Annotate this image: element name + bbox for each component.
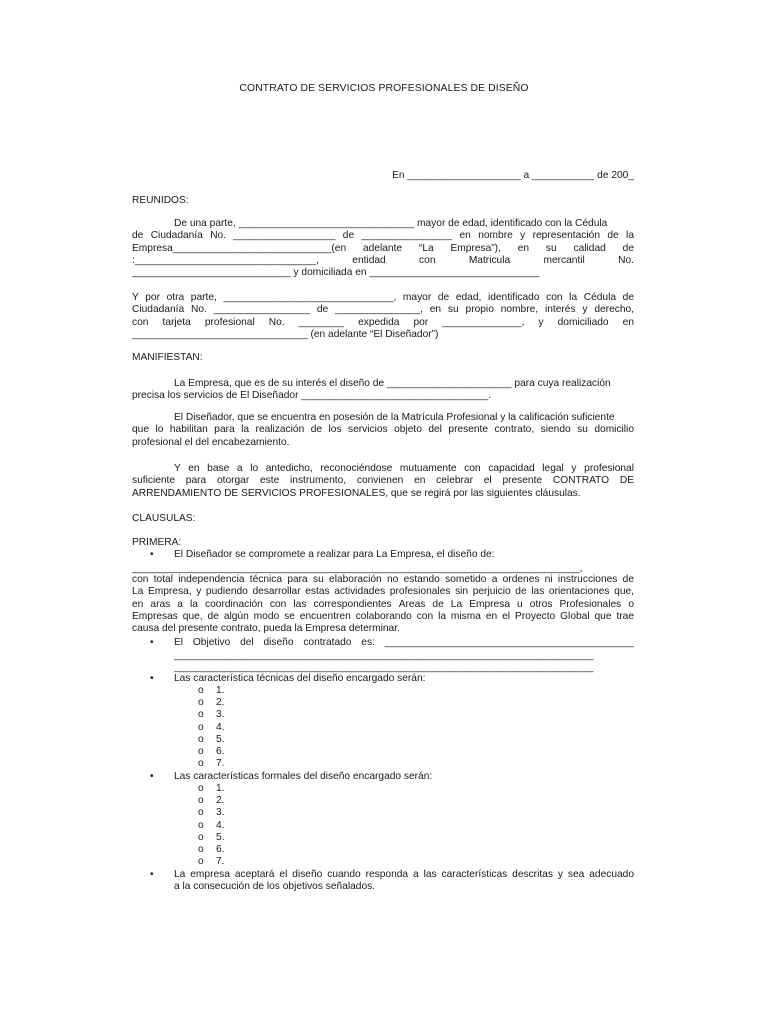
sub-list-item [198, 685, 225, 696]
clausulas-heading: CLAUSULAS: [132, 513, 196, 524]
manifiestan-paragraph-2 [132, 412, 634, 449]
manifiestan-heading: MANIFIESTAN: [132, 352, 203, 363]
sub-list-item [198, 722, 225, 733]
sub-list-item [198, 758, 225, 769]
manif-line: precisa los servicios de El Diseñador _________________________________. [132, 390, 492, 402]
sub-bullet-marker: o [198, 721, 204, 733]
sub-list-number: 3. [216, 807, 225, 819]
reunidos-heading: REUNIDOS: [132, 195, 189, 206]
bullet-marker: • [150, 771, 154, 782]
clause-one-continuation [132, 574, 634, 635]
sub-bullet-marker: o [198, 758, 204, 770]
sub-list-number: 2. [216, 795, 225, 807]
manifiestan-paragraph-1 [132, 378, 634, 403]
clause-line: a la consecución de los objetivos señalados. [174, 881, 376, 893]
party-one-line: ____________________________ y domiciliada en ______________________________ [132, 267, 540, 279]
clause-line: Empresas que, de algún modo se encuentren colaborando con la misma en el Proyecto Global que trae [132, 610, 634, 622]
sub-list-item [198, 709, 225, 720]
manif-line: suficiente para otorgar este instrumento, convienen en celebrar el presente CONTRATO DE [132, 475, 634, 487]
sub-list-number: 6. [216, 746, 225, 757]
sub-list-item [198, 844, 225, 855]
manifiestan-paragraph-3 [132, 463, 634, 500]
party-two-line: _______________________________ (en adelante “El Diseñador”) [132, 328, 439, 340]
clause-line: causa del presente contrato, pueda la Empresa determinar. [132, 623, 400, 635]
bullet-marker: • [150, 673, 154, 684]
manif-line: ARRENDAMIENTO DE SERVICIOS PROFESIONALES, que se regirá por las siguientes cláusulas. [132, 487, 581, 499]
party-one-line: Empresa____________________________(en adelante “La Empresa”), en su calidad de [132, 242, 634, 254]
sub-list-number: 7. [216, 856, 225, 868]
place-date-line: En ____________________ a ___________ de 200_ [392, 170, 634, 181]
party-two-paragraph [132, 292, 634, 341]
blank-line: __________________________________________________________________________ [174, 650, 594, 661]
sub-bullet-marker: o [198, 795, 204, 807]
clause-line: en aras a la coordinación con las correspondientes Áreas de La Empresa u otros Profesionales o [132, 598, 634, 610]
manif-line: La Empresa, que es de su interés el diseño de ______________________ para cuya realización [174, 378, 611, 389]
party-two-line: con tarjeta profesional No. ________ expedida por ______________, y domiciliado en [132, 316, 634, 328]
sub-list-number: 5. [216, 733, 225, 745]
document-title: CONTRATO DE SERVICIOS PROFESIONALES DE DISEÑO [239, 83, 529, 94]
sub-bullet-marker: o [198, 856, 204, 868]
sub-bullet-marker: o [198, 807, 204, 819]
clause-bullet-text [174, 869, 634, 894]
sub-bullet-marker: o [198, 733, 204, 745]
sub-bullet-marker: o [198, 685, 204, 696]
sub-list-number: 3. [216, 709, 225, 721]
sub-list-number: 1. [216, 685, 225, 696]
party-one-line: de Ciudadanía No. __________________ de ________________ en nombre y representación de la [132, 230, 634, 242]
manif-line: que lo habilitan para la realización de los servicios objeto del presente contrato, siendo su domicilio [132, 424, 634, 436]
manif-line: El Diseñador, que se encuentra en posesión de la Matrícula Profesional y la calificación suficiente [174, 412, 615, 423]
clause-line: La empresa aceptará el diseño cuando responda a las características descritas y sea adecuado [174, 869, 634, 880]
party-two-line: Y por otra parte, ______________________________, mayor de edad, identificado con la Cédula de [132, 292, 634, 303]
clause-bullet-text: El Objetivo del diseño contratado es: ____________________________________________ [174, 637, 634, 648]
sub-list-number: 5. [216, 831, 225, 843]
clause-bullet-text: El Diseñador se compromete a realizar para La Empresa, el diseño de: [174, 549, 495, 560]
party-one-paragraph [132, 218, 634, 279]
sub-bullet-marker: o [198, 831, 204, 843]
manif-line: profesional el del encabezamiento. [132, 436, 290, 448]
sub-bullet-marker: o [198, 783, 204, 794]
clause-line: con total independencia técnica para su elaboración no estando sometido a ordenes ni instrucciones de [132, 574, 634, 585]
sub-list-number: 4. [216, 721, 225, 733]
sub-bullet-marker: o [198, 709, 204, 721]
clause-bullet-text: Las características formales del diseño encargado serán: [174, 771, 433, 782]
sub-list-item [198, 820, 225, 831]
sub-list-item [198, 697, 225, 708]
bullet-marker: • [150, 869, 154, 880]
sub-list-number: 2. [216, 697, 225, 709]
sub-list-number: 1. [216, 783, 225, 794]
sub-list-item [198, 783, 225, 794]
sub-list-item [198, 795, 225, 806]
sub-list-number: 6. [216, 844, 225, 855]
clause-line: La Empresa, y pudiendo desarrollar estas actividades profesionales sin perjuicio de las orientaciones que, [132, 586, 634, 598]
bullet-marker: • [150, 637, 154, 648]
bullet-marker: • [150, 549, 154, 560]
sub-list-item [198, 734, 225, 745]
sub-list-number: 4. [216, 819, 225, 831]
primera-heading: PRIMERA: [132, 537, 182, 548]
party-two-line: Ciudadanía No. _________________ de _______________, en su propio nombre, interés y derecho, [132, 304, 634, 316]
manif-line: Y en base a lo antedicho, reconociéndose mutuamente con capacidad legal y profesional [174, 463, 634, 474]
sub-list-number: 7. [216, 758, 225, 770]
sub-bullet-marker: o [198, 819, 204, 831]
sub-list-item [198, 807, 225, 818]
party-one-line: De una parte, _______________________________ mayor de edad, identificado con la Cédula [174, 218, 608, 229]
sub-list-item [198, 832, 225, 843]
sub-bullet-marker: o [198, 746, 204, 757]
party-one-line: :________________________________, entidad con Matricula mercantil No. [132, 254, 634, 266]
sub-list-item [198, 856, 225, 867]
blank-line: _______________________________________________________________________________, [132, 563, 583, 574]
sub-bullet-marker: o [198, 844, 204, 855]
clause-bullet-text: Las característica técnicas del diseño encargado serán: [174, 673, 426, 684]
objective-blank-lines [174, 650, 634, 675]
sub-list-item [198, 746, 225, 757]
sub-bullet-marker: o [198, 697, 204, 709]
blank-line: __________________________________________________________________________ [174, 662, 594, 674]
